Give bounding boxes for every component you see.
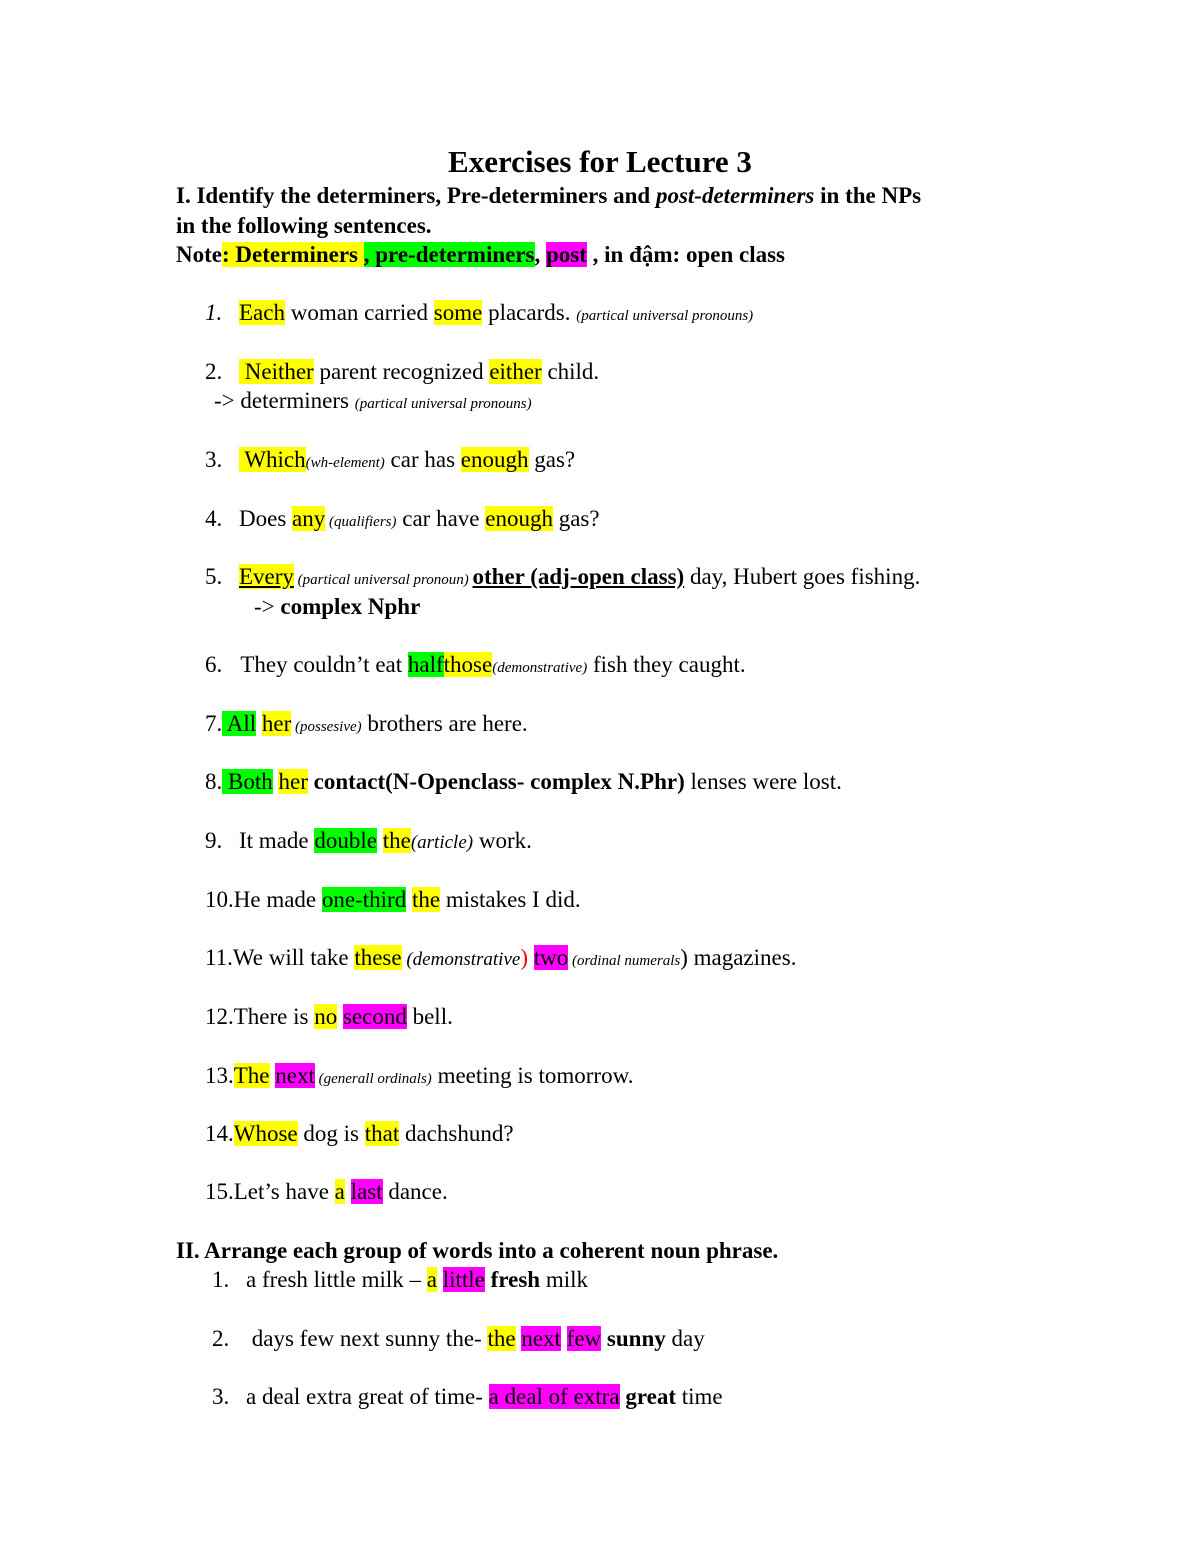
determiner: some [433, 300, 483, 325]
annotation: (ordinal numerals [568, 953, 681, 969]
determiner: the [411, 887, 441, 912]
list-item-6 [205, 651, 746, 682]
text: dachshund? [399, 1121, 514, 1146]
text: dog is [297, 1121, 365, 1146]
item-number: 3. [212, 1384, 230, 1409]
item-number: 13. [205, 1063, 234, 1088]
list-item-14 [205, 1120, 514, 1148]
item-number: 11. [205, 945, 233, 970]
text: We will take [232, 945, 355, 970]
section-2-heading: II. Arrange each group of words into a coherent noun phrase. [176, 1238, 779, 1263]
determiner: enough [485, 506, 553, 531]
list-item-12 [205, 1003, 453, 1031]
text: days few next sunny the- [246, 1326, 488, 1351]
item-number: 4. [205, 506, 223, 531]
note-comma: , [534, 242, 541, 267]
determiner: that [364, 1121, 400, 1146]
determiner: Each [239, 300, 285, 325]
text: -> [254, 594, 281, 619]
item-number: 5. [205, 564, 223, 589]
list-item-11 [205, 944, 796, 975]
text: gas? [552, 506, 600, 531]
annotation-bold: (N-Openclass- complex N.Phr) [385, 769, 685, 794]
determiner: her [261, 711, 292, 736]
item-number: 15. [205, 1179, 234, 1204]
text: mistakes I did. [440, 887, 581, 912]
text: He made [233, 887, 322, 912]
open-class-word: other (adj-open class) [472, 564, 685, 589]
determiner: The [233, 1063, 270, 1088]
open-class-word: fresh [490, 1267, 541, 1292]
post-determiner: a deal of extra [488, 1384, 620, 1409]
text: -> determiners [214, 388, 355, 413]
text: gas? [528, 447, 576, 472]
text: dance. [382, 1179, 448, 1204]
page-title: Exercises for Lecture 3 [448, 144, 752, 179]
open-class-word: sunny [606, 1326, 666, 1351]
text: car have [396, 506, 486, 531]
section-1-heading-line2: in the following sentences. [176, 213, 432, 238]
text: woman carried [284, 300, 434, 325]
post-determiner: next [275, 1063, 315, 1088]
open-class-word: complex Nphr [280, 594, 421, 619]
annotation: (possesive) [291, 719, 362, 735]
item-number: 10. [205, 887, 234, 912]
text: They couldn’t eat [235, 652, 408, 677]
note-colon: : [221, 242, 230, 267]
determiner: any [292, 506, 326, 531]
list-item-1 [205, 299, 753, 330]
annotation: (qualifiers) [325, 514, 397, 530]
pre-determiner: double [314, 828, 377, 853]
closing-paren: ) [520, 945, 528, 970]
section-1-heading [176, 182, 921, 210]
list-item-2-sub [214, 387, 532, 418]
list-item-5-sub [254, 593, 420, 621]
heading-text: I. Identify the determiners, Pre-determiners and [176, 183, 656, 208]
list-item-4 [205, 505, 600, 536]
annotation: (article) [410, 832, 474, 853]
post-determiner: little [442, 1267, 485, 1292]
annotation: (partical universal pronouns) [354, 396, 532, 412]
text: magazines. [687, 945, 797, 970]
open-class-word: contact [307, 769, 386, 794]
text: a deal extra great of time- [246, 1384, 489, 1409]
item-number: 12. [205, 1004, 234, 1029]
annotation: (demonstrative [401, 949, 521, 970]
item-number: 1. [212, 1267, 230, 1292]
list-item-5 [205, 563, 920, 594]
text: There is [233, 1004, 315, 1029]
determiner: no [314, 1004, 338, 1029]
determiner: Whose [233, 1121, 298, 1146]
item-number: 6. [205, 652, 223, 677]
text: meeting is tomorrow. [431, 1063, 634, 1088]
list-item-9 [205, 827, 532, 857]
annotation: (generall ordinals) [314, 1071, 432, 1087]
post-determiner: few [566, 1326, 602, 1351]
legend-bold-note: , in đậm: open class [586, 242, 786, 267]
item-number: 7. [205, 711, 223, 736]
item-number: 8. [205, 769, 223, 794]
text: a fresh little milk – [246, 1267, 427, 1292]
text: lenses were lost. [684, 769, 842, 794]
determiner: her [278, 769, 308, 794]
legend-pre-determiners: , pre-determiners [363, 242, 535, 267]
pre-determiner: Both [222, 769, 273, 794]
determiner: Which [239, 447, 306, 472]
text: day [665, 1326, 705, 1351]
annotation: (partical universal pronoun) [293, 572, 473, 588]
legend-determiners: Determiners [229, 242, 364, 267]
item-number: 3. [205, 447, 223, 472]
list-item-3 [205, 446, 575, 477]
item-number: 2. [212, 1326, 230, 1351]
annotation: (demonstrative) [492, 660, 588, 676]
text: brothers are here. [361, 711, 528, 736]
post-determiner: last [350, 1179, 383, 1204]
determiner: either [489, 359, 542, 384]
post-determiner: second [342, 1004, 407, 1029]
note-label: Note [176, 242, 222, 267]
open-class-word: great [625, 1384, 676, 1409]
list-item-8 [205, 768, 842, 796]
item-number: 9. [205, 828, 223, 853]
list-item-10 [205, 886, 581, 914]
determiner: the [487, 1326, 516, 1351]
pre-determiner: one-third [321, 887, 407, 912]
pre-determiner: All [222, 711, 257, 736]
determiner: Neither [239, 359, 314, 384]
exercise-item-3 [212, 1383, 723, 1411]
list-item-2 [205, 358, 599, 386]
text: milk [540, 1267, 588, 1292]
list-item-13 [205, 1062, 633, 1093]
determiner: a [426, 1267, 437, 1292]
heading-text-end: in the NPs [814, 183, 922, 208]
text: child. [541, 359, 600, 384]
text: parent recognized [313, 359, 490, 384]
legend-post-determiners: post [546, 242, 587, 267]
annotation: (wh-element) [305, 455, 385, 471]
post-determiner: two [533, 945, 569, 970]
list-item-7 [205, 710, 528, 741]
text: time [675, 1384, 723, 1409]
annotation: (partical universal pronouns) [576, 308, 754, 324]
text: Let’s have [233, 1179, 335, 1204]
text: placards. [482, 300, 577, 325]
text: fish they caught. [587, 652, 746, 677]
post-determiner: next [521, 1326, 561, 1351]
determiner: those [443, 652, 493, 677]
determiner: these [354, 945, 402, 970]
text: car has [384, 447, 461, 472]
closing-paren: ) [680, 945, 688, 970]
pre-determiner: half [407, 652, 444, 677]
text: Does [239, 506, 293, 531]
item-number: 2. [205, 359, 223, 384]
determiner: a [334, 1179, 345, 1204]
heading-italic: post-determiners [655, 183, 815, 208]
item-number: 1. [205, 300, 223, 325]
list-item-15 [205, 1178, 448, 1206]
determiner: Every [239, 564, 294, 589]
text: work. [473, 828, 532, 853]
text: bell. [406, 1004, 453, 1029]
item-number: 14. [205, 1121, 234, 1146]
determiner: enough [460, 447, 529, 472]
exercise-item-2 [212, 1325, 705, 1353]
text: day, Hubert goes fishing. [684, 564, 921, 589]
legend-note [176, 241, 785, 269]
text: It made [239, 828, 315, 853]
determiner: the [382, 828, 411, 853]
exercise-item-1 [212, 1266, 588, 1294]
